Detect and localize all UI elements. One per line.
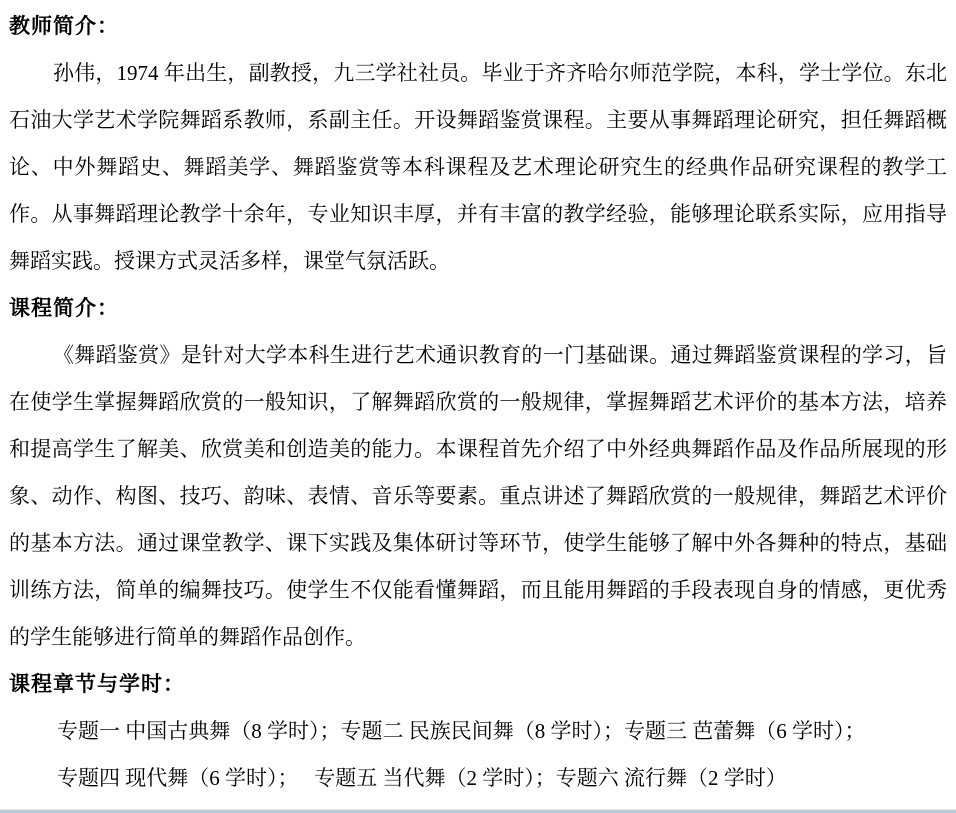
teacher-intro-paragraph: 孙伟，1974 年出生，副教授，九三学社社员。毕业于齐齐哈尔师范学院，本科，学士学位。东北石油大学艺术学院舞蹈系教师，系副主任。开设舞蹈鉴赏课程。主要从事舞蹈理论研究，担任舞蹈概论、中外舞蹈史、舞蹈美学、舞蹈鉴赏等本科课程及艺术理论研究生的经典作品研究课程的教学工作。从事舞蹈理论教学十余年，专业知识丰厚，并有丰富的教学经验，能够理论联系实际，应用指导舞蹈实践。授课方式灵活多样，课堂气氛活跃。 <box>9 61 947 273</box>
chapter-line-1: 专题一 中国古典舞（8 学时）；专题二 民族民间舞（8 学时）；专题三 芭蕾舞（6 学时）； <box>57 719 866 743</box>
window-bottom-edge <box>0 809 956 813</box>
teacher-intro-heading: 教师简介： <box>9 14 119 38</box>
course-intro-paragraph: 《舞蹈鉴赏》是针对大学本科生进行艺术通识教育的一门基础课。通过舞蹈鉴赏课程的学习，旨在使学生掌握舞蹈欣赏的一般知识，了解舞蹈欣赏的一般规律，掌握舞蹈艺术评价的基本方法，培养和提高学生了解美、欣赏美和创造美的能力。本课程首先介绍了中外经典舞蹈作品及作品所展现的形象、动作、构图、技巧、韵味、表情、音乐等要素。重点讲述了舞蹈欣赏的一般规律，舞蹈艺术评价的基本方法。通过课堂教学、课下实践及集体研讨等环节，使学生能够了解中外各舞种的特点，基础训练方法，简单的编舞技巧。使学生不仅能看懂舞蹈，而且能用舞蹈的手段表现自身的情感，更优秀的学生能够进行简单的舞蹈作品创作。 <box>9 343 947 649</box>
course-chapters-heading: 课程章节与学时： <box>9 672 185 696</box>
course-intro-heading: 课程简介： <box>9 296 119 320</box>
chapter-line-2: 专题四 现代舞（6 学时）； 专题五 当代舞（2 学时）；专题六 流行舞（2 学时） <box>57 766 787 790</box>
